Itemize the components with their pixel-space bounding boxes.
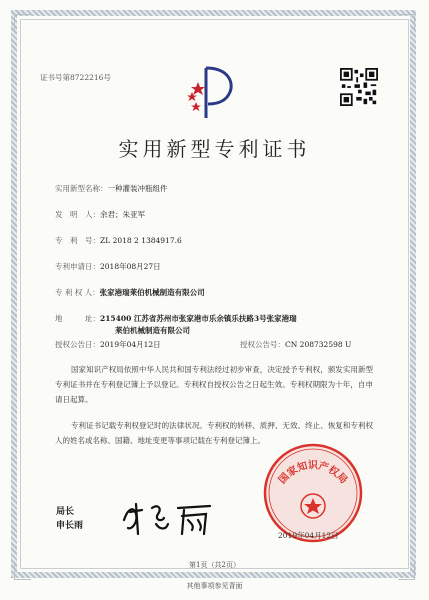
application-date-row	[55, 262, 161, 272]
utility-model-name-row	[55, 184, 168, 194]
body-paragraph: 专利证书记载专利权登记时的法律状况。专利权的转移、质押、无效、终止、恢复和专利权人的姓名或名称、国籍、地址变更等事项记载在专利登记簿上。	[55, 421, 373, 445]
field-value: 一种灌装冲瓶组件	[107, 184, 168, 193]
signatory-name: 申长雨	[56, 521, 84, 531]
field-value: 215400 江苏省苏州市张家港市乐余镇乐扶路3号张家港瑞	[100, 314, 297, 323]
field-value: CN 208732598 U	[285, 340, 352, 349]
field-label: 实用新型名称：	[55, 184, 108, 193]
inventor-row	[55, 210, 145, 220]
field-value: 2019年04月12日	[100, 340, 161, 349]
footer-note: 其他事项参见背面	[186, 582, 243, 590]
corner-ornament	[398, 14, 415, 31]
handwritten-signature	[118, 490, 218, 540]
grant-date-row	[55, 340, 161, 350]
grant-number-row	[240, 340, 351, 350]
field-label: 专利申请日：	[55, 262, 100, 271]
field-label: 授权公告日：	[55, 340, 100, 349]
field-value: 张家港瑞莱伯机械制造有限公司	[99, 288, 205, 297]
field-value: 莱伯机械制造有限公司	[115, 326, 190, 335]
seal-text: 国家知识产权局	[276, 460, 350, 487]
field-label: 授权公告号：	[240, 340, 285, 349]
patent-office-logo	[180, 60, 244, 124]
document-title: 实用新型专利证书	[118, 137, 311, 161]
address-row-continued	[115, 326, 190, 336]
signatory	[56, 505, 83, 533]
field-value: 2018年08月27日	[100, 262, 161, 271]
certificate-number: 证书号第8722216号	[40, 73, 111, 82]
signatory-role: 局长	[56, 507, 75, 517]
body-paragraph: 国家知识产权局依照中华人民共和国专利法经过初步审查，决定授予专利权，颁发实用新型专利证书并在专利登记簿上予以登记。专利权自授权公告之日起生效。专利权期限为十年，自申请日起算。	[55, 365, 373, 404]
field-value: ZL 2018 2 1384917.6	[100, 236, 182, 245]
field-label: 发 明 人：	[55, 210, 100, 219]
field-value: 余君；朱亚军	[100, 210, 145, 219]
field-label: 专 利 号：	[55, 236, 100, 245]
corner-ornament	[14, 14, 31, 31]
qr-code-icon	[340, 68, 378, 106]
address-row	[55, 314, 297, 324]
seal-date: 2019年04月12日	[278, 531, 339, 540]
page-number: 第1页（共2页）	[189, 561, 240, 569]
field-label: 专 利 权 人：	[55, 288, 100, 297]
patentee-row	[55, 288, 205, 298]
field-label: 地 址：	[55, 314, 100, 323]
patent-number-row	[55, 236, 182, 246]
